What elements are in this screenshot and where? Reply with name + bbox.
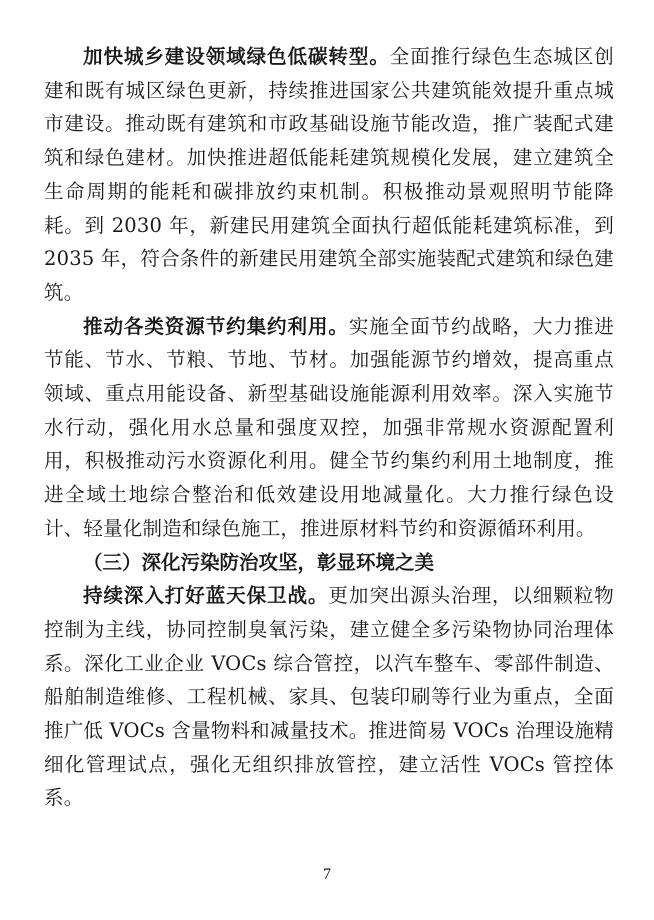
paragraph-text: 更加突出源头治理，以细颗粒物控制为主线，协同控制臭氧污染，建立健全多污染物协同治理体系。深化工业企业 VOCs 综合管控，以汽车整车、零部件制造、船舶制造维修、工程机械、家具、包装印刷等行业为重点，全面推广低 VOCs 含量物料和减量技术。推进简易 VOCs 治理设施精细化管理试点，强化无组织排放管控，建立活性 VOCs 管控体系。 xyxy=(44,584,614,810)
paragraph-lead: 推动各类资源节约集约利用。 xyxy=(83,314,349,338)
paragraph-resource-conservation xyxy=(44,310,614,546)
paragraph-text: 实施全面节约战略，大力推进节能、节水、节粮、节地、节材。加强能源节约增效，提高重点领域、重点用能设备、新型基础设施能源利用效率。深入实施节水行动，强化用水总量和强度双控，加强非常规水资源配置利用，积极推动污水资源化利用。健全节约集约利用土地制度，推进全域土地综合整治和低效建设用地减量化。大力推行绿色设计、轻量化制造和绿色施工，推进原材料节约和资源循环利用。 xyxy=(44,314,614,540)
paragraph-urban-rural-construction xyxy=(44,40,614,310)
paragraph-lead: 持续深入打好蓝天保卫战。 xyxy=(83,584,329,608)
paragraph-blue-sky-defense xyxy=(44,579,614,815)
page-number: 7 xyxy=(323,866,331,883)
document-body xyxy=(44,40,614,815)
paragraph-lead: 加快城乡建设领域绿色低碳转型。 xyxy=(83,45,390,68)
paragraph-text: 全面推行绿色生态城区创建和既有城区绿色更新，持续推进国家公共建筑能效提升重点城市建设。推动既有建筑和市政基础设施节能改造，推广装配式建筑和绿色建材。加快推进超低能耗建筑规模化发展，建立建筑全生命周期的能耗和碳排放约束机制。积极推动景观照明节能降耗。到 2030 年，新建民用建筑全面执行超低能耗建筑标准，到 2035 年，符合条件的新建民用建筑全部实施装配式建筑和绿色建筑。 xyxy=(44,45,614,304)
section-heading: （三）深化污染防治攻坚，彰显环境之美 xyxy=(83,550,435,574)
